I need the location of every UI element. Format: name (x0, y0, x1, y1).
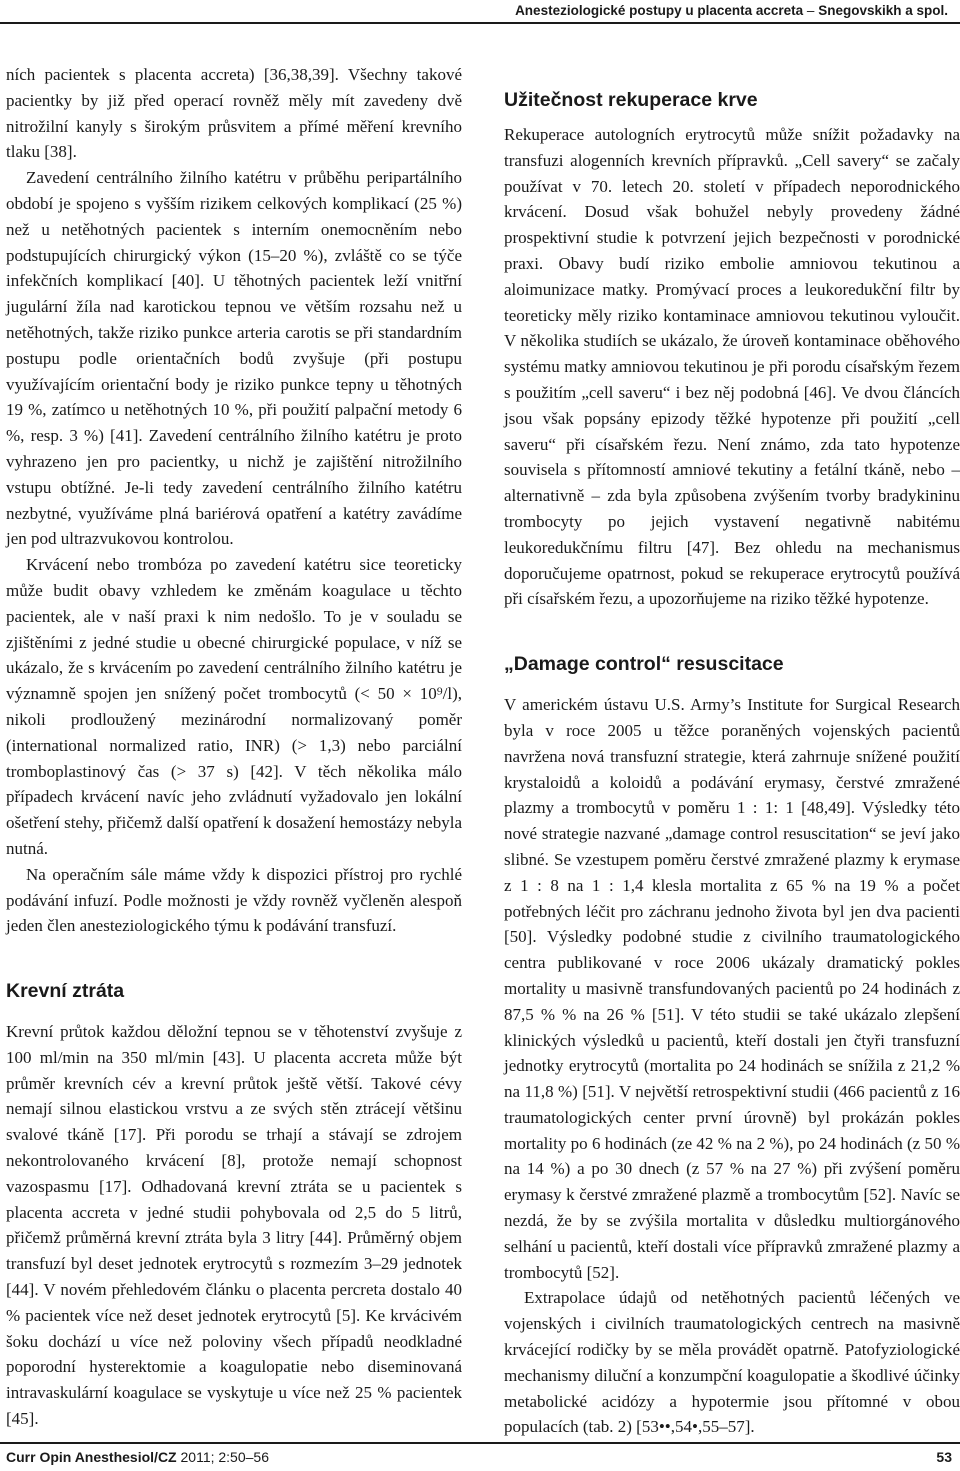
paragraph: ních pacientek s placenta accreta) [36,38,39]. Všechny takové pacientky by již před operací rovněž měly mít zavedeny dvě nitrožilní kanyly s širokým průsvitem a přímé měření krevního tlaku [38]. (6, 65, 462, 162)
paragraph: Krevní průtok každou děložní tepnou se v těhotenství zvyšuje z 100 ml/min na 350 ml/min [43]. U placenta accreta může být průměr krevních cév a krevní průtok ještě větší. Takové cévy nemají silnou elastickou vrstvu a ze svých stěn ztrácejí většinu svalové tkáně [17]. Při porodu se trhají a stávají se zdrojem nekontrolovaného krvácení [8], protože nemají schopnost vazospasmu [17]. Odhadovaná krevní ztráta se u pacientek s placenta accreta v jedné studii pohybovala od 2,5 do 5 litrů, přičemž průměrná krevní ztráta byla 3 litry [44]. Průměrný objem transfuzí byl deset jednotek erytrocytů s rozmezím 3–29 jednotek [44]. V novém přehledovém článku o placenta percreta dostalo 40 % pacientek více než deset jednotek erytrocytů [5]. Ke krvácivém šoku dochází u více než poloviny všech případů neodkladné poporodní hysterektomie a koagulopatie nebo diseminovaná intravaskulární koagulace se vyskytuje u více než 25 % pacientek [45]. (6, 1022, 462, 1429)
page-footer (0, 1442, 960, 1471)
footer-journal (6, 1445, 269, 1470)
paragraph: V americkém ústavu U.S. Army’s Institute for Surgical Research byla v roce 2005 u těžce poraněných vojenských pacientů navržena nová transfuzní strategie, která zahrnuje snížené použití krystaloidů a koloidů a podávání erymasy, čerstvé zmražené plazmy a trombocytů v poměru 1 : 1: 1 [48,49]. Výsledky této nové strategie nazvané „damage control resuscitation“ se jeví jako slibné. Se vzestupem poměru čerstvé zmražené plazmy k erymase z 1 : 8 na 1 : 1,4 klesla mortalita z 65 % na 19 % a počet potřebných léčit pro záchranu jednoho života byl jen dva pacienti [50]. Výsledky podobné studie z civilního traumatologického centra publikované v roce 2006 ukázaly dramatický pokles mortality u masivně transfundovaných pacientů po 24 hodinách z 87,5 % % na 26 % [51]. V této studii se také ukázalo zlepšení klinických výsledků u pacientů, kteří dostali jen čtyři transfuzní jednotky erytrocytů (mortalita po 24 hodinách se snížila z 21,2 % na 11,8 %) [51]. V největší retrospektivní studii (466 pacientů z 16 traumatologických center první úrovně) byl prokázán pokles mortality po 6 hodinách (ze 42 % na 2 %), po 24 hodinách (z 50 % na 14 %) a po 30 dnech (z 57 % na 27 %) při zvýšení poměru erymasy k čerstvé zmražené plazmě a trombocytům [52]. Navíc se nezdá, že by se zvýšila mortalita v důsledku multiorgánového selhání u pacientů, kteří dostali více přípravků zmražené plazmy a trombocytů [52]. (504, 695, 960, 1282)
left-column (6, 62, 462, 1432)
header-separator: – (806, 3, 815, 18)
running-header (0, 0, 960, 24)
header-authors: Snegovskikh a spol. (818, 3, 948, 18)
section-heading-damage-control: „Damage control“ resuscitace (504, 653, 784, 676)
paragraph: Krvácení nebo trombóza po zavedení katétru sice teoreticky může budit obavy vzhledem ke změnám koagulace u těchto pacientek, ale v naší praxi k nim nedošlo. To je v souladu se zjištěními z jedné studie u obecné chirurgické populace, v níž se ukázalo, že s krvácením po zavedení centrálního žilního katétru je významně spojen jen snížený počet trombocytů (< 50 × 10⁹/l), nikoli prodloužený mezinárodní normalizovaný poměr (international normalized ratio, INR) (> 1,3) nebo parciální tromboplastinový čas (> 37 s) [42]. V těch několika málo případech krvácení navíc jeho zvládnutí vyžadovalo jen lokální ošetření stehy, přičemž další opatření k dosažení hemostázy nebyla nutná. (6, 555, 462, 858)
section-heading-krevni-ztrata: Krevní ztráta (6, 980, 125, 1003)
paragraph: Rekuperace autologních erytrocytů může snížit požadavky na transfuzi alogenních krevních přípravků. „Cell savery“ se začaly používat v 70. letech 20. století v případech neporodnického krvácení. Dosud však bohužel nebyly provedeny žádné prospektivní studie k potvrzení jejich bezpečnosti v porodnické praxi. Obavy budí riziko embolie amniovou tekutinou a aloimunizace matky. Promývací proces a leukoredukční filtr by teoreticky měly riziko kontaminace amniovou tekutinou vyloučit. V několika studiích se ukázalo, že úroveň kontaminace oběhového systému matky amniovou tekutinou je při porodu císařským řezem s použitím „cell saveru“ i bez něj podobná [46]. Ve dvou článcích jsou však popsány epizody těžké hypotenze při použití „cell saveru“ při císařském řezu. Není známo, zda tato hypotenze souvisela s přítomností amniové tekutiny a fetální tkáně, nebo – alternativně – zda byla způsobena zvýšením tvorby bradykininu trombocyty po jejich vystavení negativně nabitému leukoredukčnímu filtru [47]. Bez ohledu na mechanismus doporučujeme opatrnost, pokud se rekuperace erytrocytů používá při císařském řezu, a upozorňujeme na riziko těžké hypotenze. (504, 125, 960, 609)
paragraph: Zavedení centrálního žilního katétru v průběhu peripartálního období je spojeno s vyšším rizikem celkových komplikací (25 %) než u netěhotných pacientek s interním onemocněním nebo podstupujících chirurgický výkon (15–20 %), zvláště co se týče infekčních komplikací [40]. U těhotných pacientek leží vnitřní jugulární žíla nad karotickou tepnou ve větším rozsahu než u netěhotných, takže riziko punkce arteria carotis se při standardním postupu podle orientačních bodů zvyšuje (při postupu využívajícím orientační body je riziko punkce tepny u těhotných 19 %, zatímco u netěhotných 10 %, při použití palpační metody 6 %, resp. 3 %) [41]. Zavedení centrálního žilního katétru je proto vyhrazeno jen pro pacientky, u nichž je zajištění nitrožilního vstupu obtížné. Je-li tedy zavedení centrálního žilního katétru nezbytné, využíváme plná bariérová opatření a katétry zavádíme jen pod ultrazvukovou kontrolou. (6, 168, 462, 549)
paragraph: Extrapolace údajů od netěhotných pacientů léčených ve vojenských i civilních traumatologických centrech na masivně krvácející rodičky by se měla provádět opatrně. Patofyziologické mechanismy diluční a konzumpční koagulopatie a škodlivé účinky metabolické acidózy a hypotermie jsou přítomné v obou populacích (tab. 2) [53••,54•,55–57]. (504, 1288, 960, 1437)
header-title: Anesteziologické postupy u placenta accreta (515, 3, 804, 18)
page-number: 53 (936, 1449, 952, 1465)
footer-journal-name: Curr Opin Anesthesiol/CZ (6, 1449, 177, 1465)
section-heading-rekuperace: Užitečnost rekuperace krve (504, 89, 758, 111)
footer-citation: 2011; 2:50–56 (180, 1449, 269, 1465)
right-column (504, 88, 960, 1440)
paragraph: Na operačním sále máme vždy k dispozici přístroj pro rychlé podávání infuzí. Podle možnosti je vždy rovněž vyčleněn alespoň jeden člen anesteziologického týmu k podávání transfuzí. (6, 864, 462, 936)
